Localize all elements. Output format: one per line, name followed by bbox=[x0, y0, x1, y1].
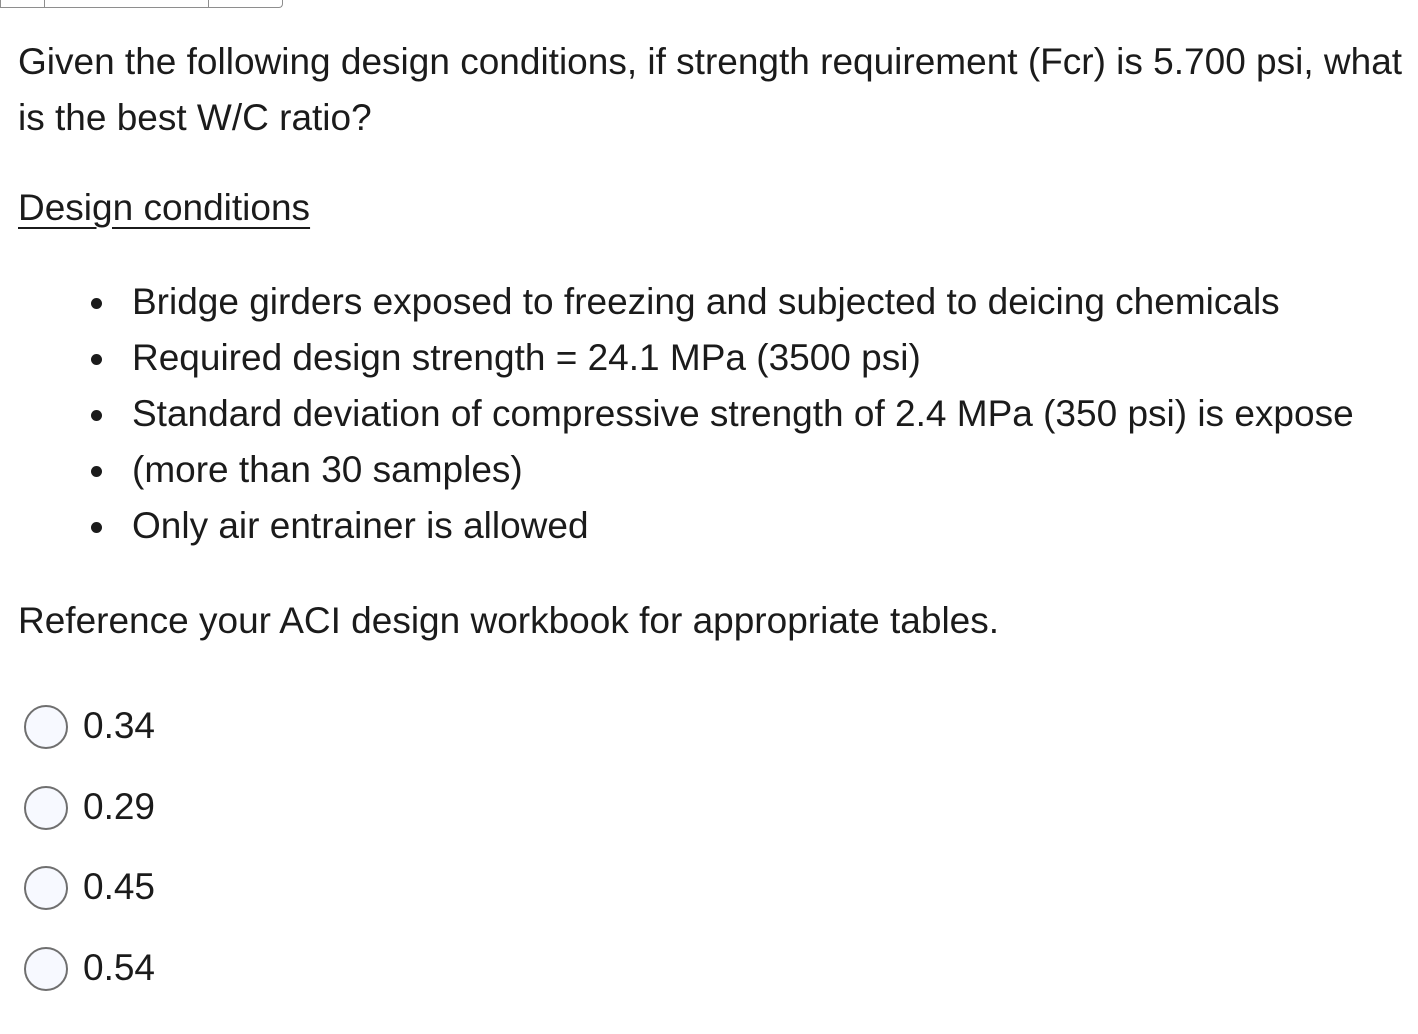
radio-button[interactable] bbox=[24, 866, 68, 910]
top-tab[interactable] bbox=[208, 0, 283, 8]
reference-note: Reference your ACI design workbook for appropriate tables. bbox=[18, 600, 1000, 641]
design-conditions-heading: Design conditions bbox=[18, 187, 311, 228]
option-label[interactable]: 0.54 bbox=[83, 946, 156, 988]
bullet-icon bbox=[91, 522, 102, 533]
condition-text: Required design strength = 24.1 MPa (3500 psi) bbox=[132, 337, 921, 378]
top-tab-strip bbox=[0, 0, 283, 8]
bullet-icon bbox=[91, 410, 102, 421]
answer-options bbox=[0, 698, 600, 1020]
answer-option[interactable] bbox=[0, 779, 600, 860]
answer-option[interactable] bbox=[0, 940, 600, 1021]
radio-button[interactable] bbox=[24, 947, 68, 991]
top-tab[interactable] bbox=[44, 0, 208, 8]
answer-option[interactable] bbox=[0, 859, 600, 940]
bullet-icon bbox=[91, 354, 102, 365]
radio-button[interactable] bbox=[24, 786, 68, 830]
answer-option[interactable] bbox=[0, 698, 600, 779]
condition-item bbox=[0, 274, 1418, 330]
radio-button[interactable] bbox=[24, 705, 68, 749]
question-text: Given the following design conditions, if strength requirement (Fcr) is 5.700 psi, what is the best W/C ratio? bbox=[18, 41, 1403, 138]
condition-item bbox=[0, 498, 1418, 554]
condition-text: (more than 30 samples) bbox=[132, 449, 523, 490]
option-label[interactable]: 0.45 bbox=[83, 866, 156, 907]
condition-text: Standard deviation of compressive strength of 2.4 MPa (350 psi) is expose bbox=[132, 393, 1354, 434]
condition-item bbox=[0, 442, 1418, 498]
condition-text: Bridge girders exposed to freezing and subjected to deicing chemicals bbox=[132, 281, 1280, 322]
condition-item bbox=[0, 330, 1418, 386]
bullet-icon bbox=[91, 466, 102, 477]
condition-item bbox=[0, 386, 1418, 442]
bullet-icon bbox=[91, 298, 102, 309]
option-label[interactable]: 0.29 bbox=[83, 785, 156, 827]
top-tab[interactable] bbox=[0, 0, 44, 8]
design-conditions-list bbox=[0, 274, 1418, 554]
condition-text: Only air entrainer is allowed bbox=[132, 505, 589, 546]
option-label[interactable]: 0.34 bbox=[83, 705, 156, 746]
